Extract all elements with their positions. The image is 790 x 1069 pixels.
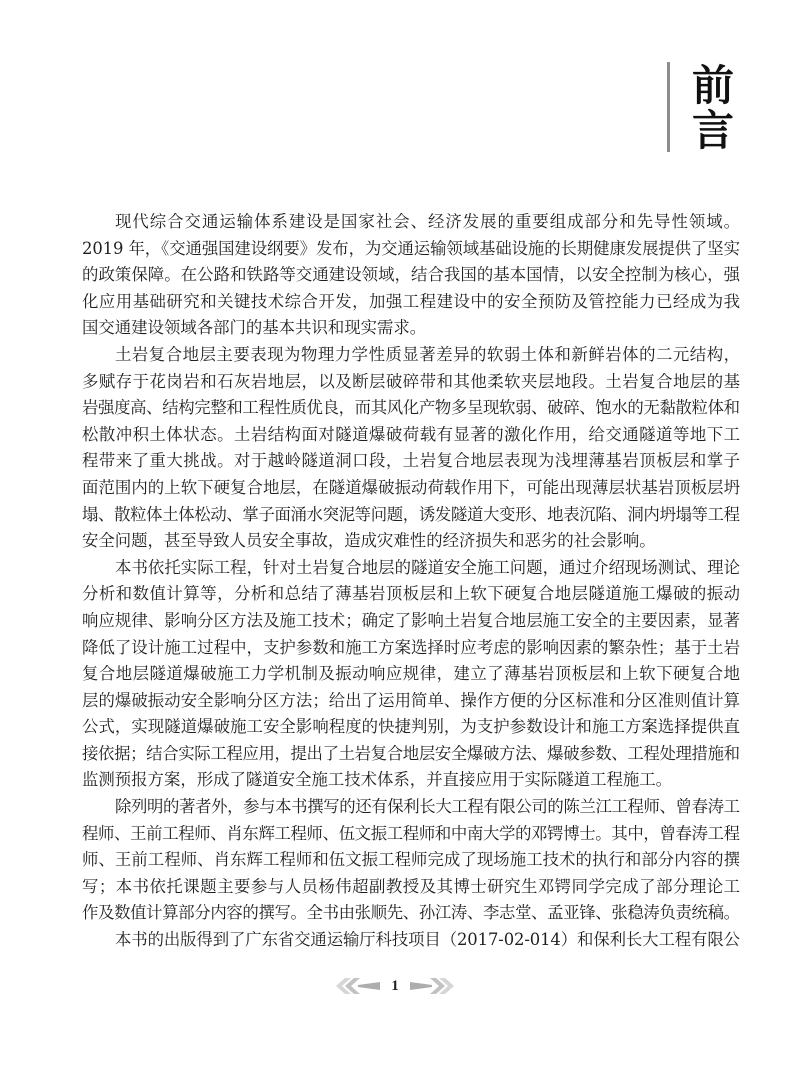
paragraph bbox=[82, 794, 740, 927]
text-line: 塌、散粒体土体松动、掌子面涌水突泥等问题，诱发隧道大变形、地表沉陷、洞内坍塌等工程 bbox=[82, 504, 740, 524]
text-line: 岩强度高、结构完整和工程性质优良，而其风化产物多呈现软弱、破碎、饱水的无黏散粒体和 bbox=[82, 398, 740, 418]
text-line: 程师、王前工程师、肖东辉工程师、伍文振工程师和中南大学的邓锷博士。其中，曾春涛工程 bbox=[82, 823, 740, 843]
text-line: 2019 年，《交通强国建设纲要》发布，为交通运输领域基础设施的长期健康发展提供了坚实 bbox=[82, 238, 740, 258]
ornament-left bbox=[336, 978, 380, 994]
text-line: 接依据；结合实际工程应用，提出了土岩复合地层安全爆破方法、爆破参数、工程处理措施和 bbox=[82, 743, 740, 763]
text-line: 安全问题，甚至导致人员安全事故，造成灾难性的经济损失和恶劣的社会影响。 bbox=[82, 531, 656, 551]
text-line: 写；本书依托课题主要参与人员杨伟超副教授及其博士研究生邓锷同学完成了部分理论工 bbox=[82, 876, 741, 896]
ornament-right bbox=[410, 978, 454, 994]
text-line: 除列明的著者外，参与本书撰写的还有保利长大工程有限公司的陈兰江工程师、曾春涛工 bbox=[115, 797, 740, 817]
text-line: 化应用基础研究和关键技术综合开发，加强工程建设中的安全预防及管控能力已经成为我 bbox=[82, 291, 741, 311]
text-line: 本书的出版得到了广东省交通运输厅科技项目（2017-02-014）和保利长大工程有限公 bbox=[115, 930, 740, 950]
heading-rule bbox=[667, 62, 670, 152]
paragraph bbox=[82, 209, 740, 342]
chapter-heading: 前言 bbox=[686, 63, 735, 153]
text-line: 作及数值计算部分内容的撰写。全书由张顺先、孙江涛、李志堂、孟亚锋、张稳涛负责统稿。 bbox=[82, 903, 740, 923]
text-line: 公式，实现隧道爆破施工安全影响程度的快捷判别，为支护参数设计和施工方案选择提供直 bbox=[82, 717, 741, 737]
text-line: 复合地层隧道爆破施工力学机制及振动响应规律，建立了薄基岩顶板层和上软下硬复合地 bbox=[82, 664, 741, 684]
text-line: 降低了设计施工过程中，支护参数和施工方案选择时应考虑的影响因素的繁杂性；基于土岩 bbox=[82, 637, 741, 657]
text-line: 松散冲积土体状态。土岩结构面对隧道爆破荷载有显著的激化作用，给交通隧道等地下工 bbox=[82, 424, 741, 444]
text-line: 分析和数值计算等，分析和总结了薄基岩顶板层和上软下硬复合地层隧道施工爆破的振动 bbox=[82, 584, 741, 604]
page-number: 1 bbox=[391, 978, 399, 994]
ornament-band bbox=[410, 982, 432, 990]
body-text bbox=[82, 209, 740, 954]
text-line: 师、王前工程师、肖东辉工程师和伍文振工程师完成了现场施工技术的执行和部分内容的撰 bbox=[82, 850, 741, 870]
text-line: 本书依托实际工程，针对土岩复合地层的隧道安全施工问题，通过介绍现场测试、理论 bbox=[115, 557, 741, 577]
text-line: 土岩复合地层主要表现为物理力学性质显著差异的软弱土体和新鲜岩体的二元结构， bbox=[115, 344, 741, 364]
text-line: 监测预报方案，形成了隧道安全施工技术体系，并直接应用于实际隧道工程施工。 bbox=[82, 770, 673, 790]
ornament-band bbox=[358, 982, 380, 990]
paragraph bbox=[82, 555, 740, 794]
text-line: 层的爆破振动安全影响分区方法；给出了运用简单、操作方便的分区标准和分区准则值计算 bbox=[82, 690, 741, 710]
text-line: 的政策保障。在公路和铁路等交通建设领域，结合我国的基本国情，以安全控制为核心，强 bbox=[82, 265, 741, 285]
text-line: 现代综合交通运输体系建设是国家社会、经济发展的重要组成部分和先导性领域。 bbox=[115, 212, 741, 231]
text-line: 程带来了重大挑战。对于越岭隧道洞口段，土岩复合地层表现为浅埋薄基岩顶板层和掌子 bbox=[82, 451, 741, 471]
paragraph bbox=[82, 927, 740, 954]
paragraph bbox=[82, 342, 740, 555]
text-line: 面范围内的上软下硬复合地层，在隧道爆破振动荷载作用下，可能出现薄层状基岩顶板层坍 bbox=[82, 477, 741, 497]
text-line: 多赋存于花岗岩和石灰岩地层，以及断层破碎带和其他柔软夹层地段。土岩复合地层的基 bbox=[82, 371, 741, 391]
text-line: 国交通建设领域各部门的基本共识和现实需求。 bbox=[82, 318, 427, 338]
text-line: 响应规律、影响分区方法及施工技术；确定了影响土岩复合地层施工安全的主要因素，显著 bbox=[82, 610, 741, 630]
